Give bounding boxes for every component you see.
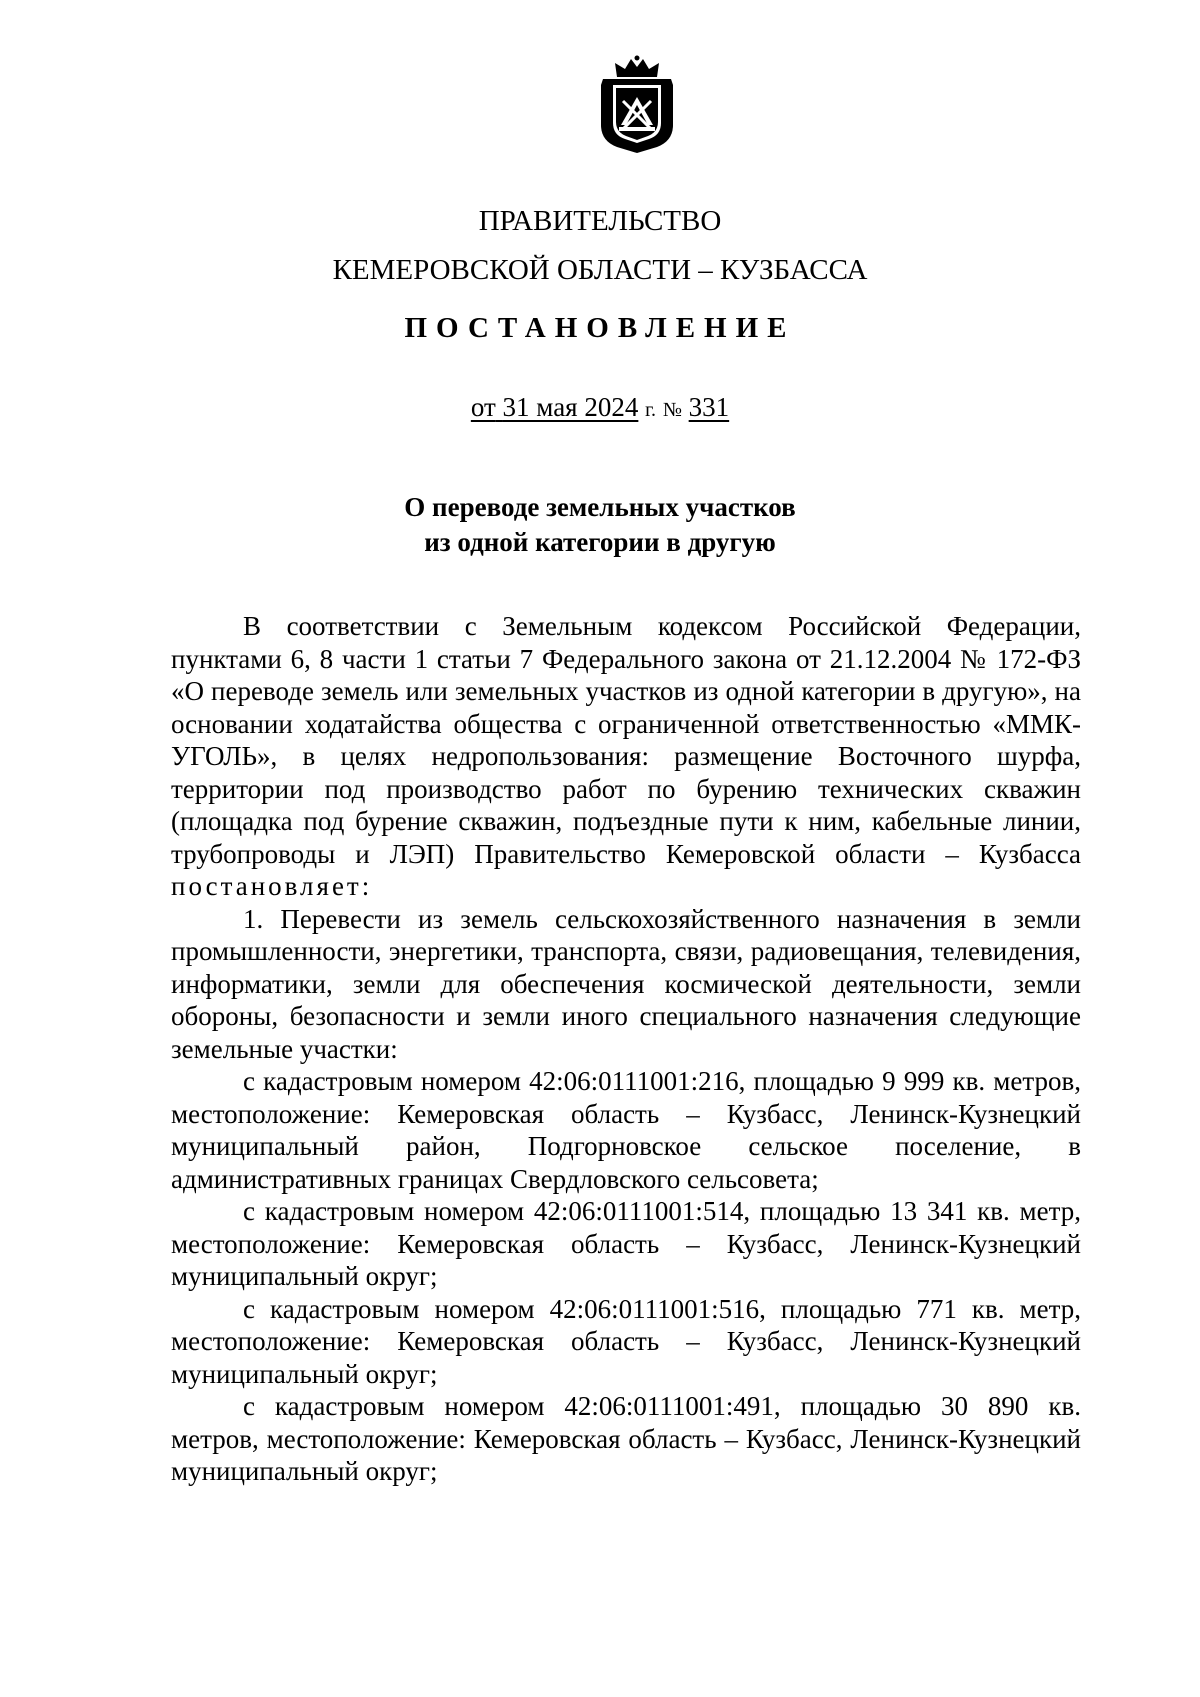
parcel-paragraph-1: с кадастровым номером 42:06:0111001:216, площадью 9 999 кв. метров, местоположение: Кемеровская область – Кузбасс, Ленинск-Кузнецкий муниципальный район, Подгорновское сельское поселение, в административных границах Свердловского сельсовета;: [171, 1066, 1081, 1194]
government-name: [0, 197, 1200, 295]
parcel-paragraph-2: с кадастровым номером 42:06:0111001:514, площадью 13 341 кв. метр, местоположение: Кемеровская область – Кузбасс, Ленинск-Кузнецкий муниципальный округ;: [171, 1196, 1081, 1291]
document-body: [171, 610, 1081, 1488]
number-sign: №: [662, 399, 682, 421]
preamble-text: В соответствии с Земельным кодексом Российской Федерации, пунктами 6, 8 части 1 статьи 7 Федерального закона от 21.12.2004 № 172-ФЗ «О переводе земель или земельных участков из одной категории в другую», на основании ходатайства общества с ограниченной ответственностью «ММК-УГОЛЬ», в целях недропользования: размещение Восточного шурфа, территории под производство работ по бурению технических скважин (площадка под бурение скважин, подъездные пути к ним, кабельные линии, трубопроводы и ЛЭП) Правительство Кемеровской области – Кузбасса: [171, 611, 1081, 869]
resolves-word: постановляет:: [171, 871, 373, 901]
document-type: ПОСТАНОВЛЕНИЕ: [404, 312, 796, 344]
date-prefix: от: [470, 392, 496, 422]
date-line: [0, 392, 1200, 423]
parcel-paragraph-4: с кадастровым номером 42:06:0111001:491, площадью 30 890 кв. метров, местоположение: Кемеровская область – Кузбасс, Ленинск-Кузнецкий муниципальный округ;: [171, 1391, 1081, 1486]
item-1-paragraph: 1. Перевести из земель сельскохозяйственного назначения в земли промышленности, энергетики, транспорта, связи, радиовещания, телевидения, информатики, земли для обеспечения космической деятельности, земли обороны, безопасности и земли иного специального назначения следующие земельные участки:: [171, 903, 1081, 1064]
subject-line-1: О переводе земельных участков: [404, 492, 796, 522]
year-suffix: г.: [645, 399, 657, 421]
org-line-1: ПРАВИТЕЛЬСТВО: [478, 205, 722, 237]
coat-of-arms-emblem: [593, 55, 681, 153]
document-number: 331: [688, 392, 730, 422]
org-line-2: КЕМЕРОВСКОЙ ОБЛАСТИ – КУЗБАССА: [332, 254, 868, 286]
date-text: [471, 392, 639, 422]
preamble-paragraph: [171, 610, 1081, 903]
document-subject: [0, 490, 1200, 560]
date-value: 31 мая 2024: [502, 392, 639, 422]
subject-line-2: из одной категории в другую: [424, 527, 776, 557]
parcel-paragraph-3: с кадастровым номером 42:06:0111001:516, площадью 771 кв. метр, местоположение: Кемеровская область – Кузбасс, Ленинск-Кузнецкий муниципальный округ;: [171, 1293, 1081, 1389]
